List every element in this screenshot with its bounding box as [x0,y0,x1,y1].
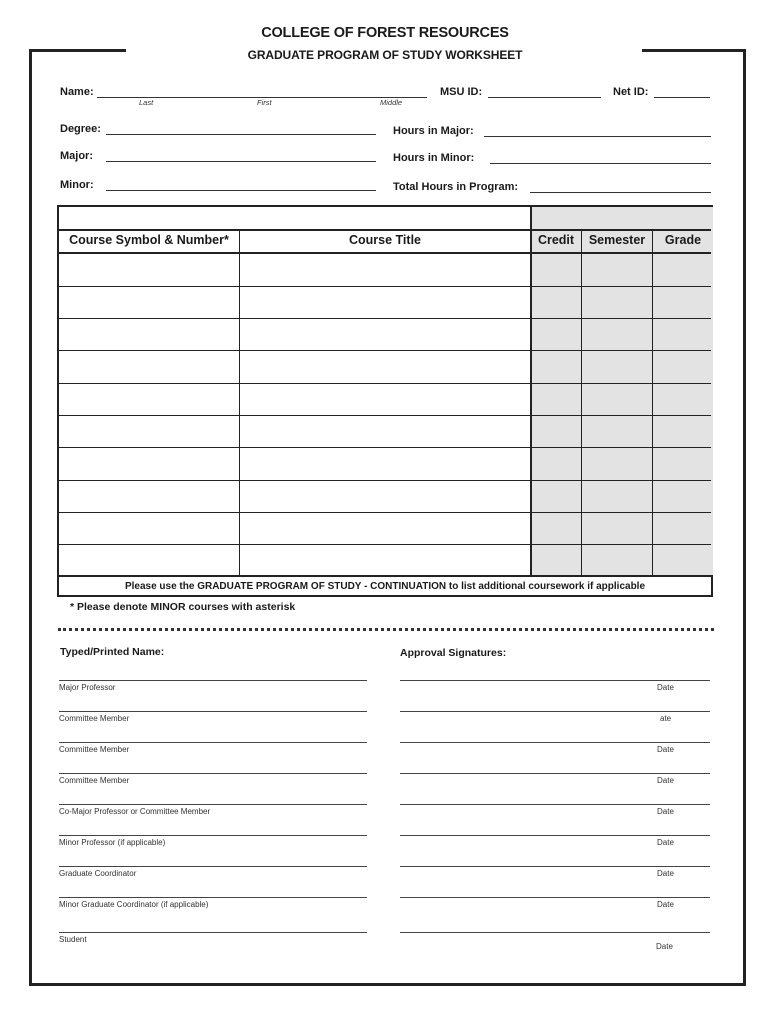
table-footer-note: Please use the GRADUATE PROGRAM OF STUDY - CONTINUATION to list additional coursework if applicable [124,581,646,592]
row-divider [59,480,711,481]
col-divider [581,231,582,575]
signer-role-label: Minor Professor (if applicable) [59,838,166,847]
printed-name-line[interactable] [59,866,367,867]
row-divider [59,415,711,416]
major-label: Major: [60,150,93,162]
date-label: Date [656,942,673,951]
net-id-field[interactable] [654,97,710,98]
printed-name-line[interactable] [59,804,367,805]
date-label: Date [657,838,674,847]
signer-role-label: Minor Graduate Coordinator (if applicable) [59,900,209,909]
approval-signature-line[interactable] [400,897,710,898]
approval-signature-line[interactable] [400,932,710,933]
approval-signature-line[interactable] [400,742,710,743]
middle-hint: Middle [380,98,403,107]
course-table [57,205,713,597]
printed-name-line[interactable] [59,742,367,743]
minor-field[interactable] [106,190,376,191]
hours-major-label: Hours in Major: [393,125,474,137]
row-divider [59,512,711,513]
typed-name-label: Typed/Printed Name: [60,646,165,658]
printed-name-line[interactable] [59,711,367,712]
date-label: ate [660,714,672,723]
signer-role-label: Graduate Coordinator [59,869,137,878]
row-divider [59,447,711,448]
approval-signatures-label: Approval Signatures: [400,647,507,659]
col-header-grade: Grade [664,233,702,247]
page-subtitle: GRADUATE PROGRAM OF STUDY WORKSHEET [247,48,523,62]
degree-field[interactable] [106,134,376,135]
major-field[interactable] [106,161,376,162]
date-label: Date [657,900,674,909]
approval-signature-line[interactable] [400,680,710,681]
printed-name-line[interactable] [59,835,367,836]
page-title: COLLEGE OF FOREST RESOURCES [261,25,509,41]
date-label: Date [657,683,674,692]
total-hours-label: Total Hours in Program: [393,181,519,193]
date-label: Date [657,745,674,754]
printed-name-line[interactable] [59,680,367,681]
total-hours-field[interactable] [530,192,711,193]
date-label: Date [657,869,674,878]
row-divider [59,252,711,254]
signer-role-label: Committee Member [59,745,130,754]
row-divider [59,544,711,545]
col-header-credit: Credit [537,233,575,247]
name-label: Name: [60,86,94,98]
signer-role-label: Co-Major Professor or Committee Member [59,807,211,816]
signer-role-label: Major Professor [59,683,116,692]
printed-name-line[interactable] [59,932,367,933]
row-divider [59,318,711,319]
approval-signature-line[interactable] [400,866,710,867]
net-id-label: Net ID: [613,86,649,98]
first-hint: First [257,98,272,107]
approval-signature-line[interactable] [400,711,710,712]
last-hint: Last [139,98,154,107]
approval-signature-line[interactable] [400,773,710,774]
printed-name-line[interactable] [59,773,367,774]
msu-id-field[interactable] [488,97,601,98]
col-divider [239,231,240,575]
row-divider [59,383,711,384]
col-divider [652,231,653,575]
minor-label: Minor: [60,179,94,191]
signer-role-label: Committee Member [59,776,130,785]
frame-left [29,49,32,986]
approval-signature-line[interactable] [400,804,710,805]
hours-minor-label: Hours in Minor: [393,152,475,164]
col-header-semester: Semester [588,233,646,247]
msu-id-label: MSU ID: [440,86,483,98]
dotted-separator [58,628,714,631]
row-divider [59,575,711,577]
frame-right [743,49,746,986]
frame-bottom [29,983,746,986]
minor-asterisk-note: * Please denote MINOR courses with asterisk [70,601,296,613]
date-label: Date [657,807,674,816]
date-label: Date [657,776,674,785]
row-divider [59,229,711,231]
row-divider [59,350,711,351]
shaded-columns [531,207,713,575]
col-header-course-symbol: Course Symbol & Number* [69,233,229,247]
approval-signature-line[interactable] [400,835,710,836]
row-divider [59,286,711,287]
col-header-course-title: Course Title [348,233,421,247]
col-divider [530,207,532,575]
printed-name-line[interactable] [59,897,367,898]
hours-major-field[interactable] [484,136,711,137]
degree-label: Degree: [60,123,101,135]
signer-role-label: Committee Member [59,714,130,723]
signer-role-label: Student [59,935,87,944]
hours-minor-field[interactable] [490,163,711,164]
